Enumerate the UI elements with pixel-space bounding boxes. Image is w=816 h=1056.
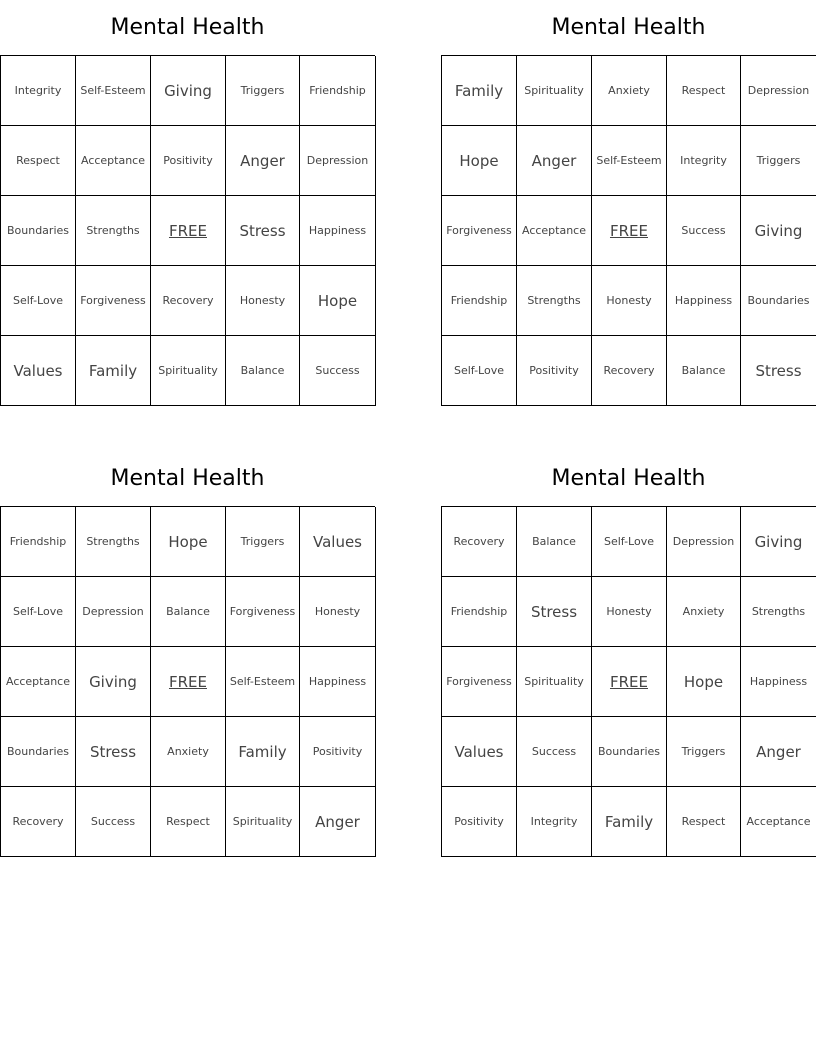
bingo-cell: Acceptance — [1, 647, 76, 717]
bingo-cell: Self-Love — [1, 266, 76, 336]
bingo-cell: Honesty — [592, 577, 667, 647]
bingo-cell: Family — [76, 336, 151, 406]
bingo-cell: Positivity — [442, 787, 517, 857]
bingo-cell: Positivity — [151, 126, 226, 196]
bingo-cell: Friendship — [300, 56, 376, 126]
bingo-cell: Triggers — [226, 56, 300, 126]
bingo-cell: Stress — [76, 717, 151, 787]
bingo-cell: Giving — [741, 196, 816, 266]
bingo-card-3 — [0, 451, 375, 857]
bingo-cell: Strengths — [517, 266, 592, 336]
bingo-cell: Recovery — [592, 336, 667, 406]
free-cell: FREE — [592, 196, 667, 266]
bingo-cell: Acceptance — [517, 196, 592, 266]
bingo-cell: Triggers — [667, 717, 741, 787]
bingo-cell: Balance — [226, 336, 300, 406]
bingo-cell: Spirituality — [517, 56, 592, 126]
bingo-cell: Acceptance — [741, 787, 816, 857]
bingo-cell: Balance — [667, 336, 741, 406]
bingo-cell: Stress — [517, 577, 592, 647]
bingo-grid — [0, 506, 375, 857]
bingo-cell: Triggers — [741, 126, 816, 196]
bingo-cell: Happiness — [300, 196, 376, 266]
bingo-cell: Happiness — [300, 647, 376, 717]
bingo-cell: Positivity — [517, 336, 592, 406]
bingo-cell: Depression — [741, 56, 816, 126]
card-title: Mental Health — [551, 15, 706, 40]
bingo-cell: Self-Love — [592, 507, 667, 577]
card-title: Mental Health — [551, 466, 706, 491]
bingo-grid — [441, 55, 816, 406]
bingo-cell: Hope — [300, 266, 376, 336]
free-cell: FREE — [151, 647, 226, 717]
bingo-cell: Depression — [667, 507, 741, 577]
bingo-cell: Anxiety — [592, 56, 667, 126]
bingo-cell: Self-Esteem — [76, 56, 151, 126]
bingo-cell: Respect — [151, 787, 226, 857]
bingo-cell: Integrity — [517, 787, 592, 857]
free-cell: FREE — [592, 647, 667, 717]
bingo-cell: Success — [517, 717, 592, 787]
bingo-cell: Recovery — [1, 787, 76, 857]
bingo-cell: Self-Esteem — [592, 126, 667, 196]
bingo-cell: Honesty — [226, 266, 300, 336]
bingo-cell: Friendship — [442, 266, 517, 336]
bingo-cell: Giving — [151, 56, 226, 126]
bingo-cell: Values — [442, 717, 517, 787]
bingo-cell: Anger — [300, 787, 376, 857]
bingo-cell: Boundaries — [741, 266, 816, 336]
bingo-cell: Hope — [442, 126, 517, 196]
bingo-grid — [441, 506, 816, 857]
bingo-cell: Anger — [517, 126, 592, 196]
card-title: Mental Health — [110, 15, 265, 40]
bingo-cell: Depression — [300, 126, 376, 196]
bingo-cell: Forgiveness — [442, 196, 517, 266]
bingo-cell: Respect — [1, 126, 76, 196]
bingo-cell: Acceptance — [76, 126, 151, 196]
bingo-card-2 — [441, 0, 816, 406]
bingo-cell: Hope — [151, 507, 226, 577]
free-cell: FREE — [151, 196, 226, 266]
bingo-cell: Depression — [76, 577, 151, 647]
bingo-cell: Friendship — [1, 507, 76, 577]
bingo-cell: Recovery — [151, 266, 226, 336]
bingo-cell: Family — [226, 717, 300, 787]
bingo-cell: Balance — [151, 577, 226, 647]
bingo-cell: Self-Love — [1, 577, 76, 647]
bingo-cell: Self-Esteem — [226, 647, 300, 717]
bingo-cell: Anxiety — [667, 577, 741, 647]
bingo-cell: Hope — [667, 647, 741, 717]
bingo-cell: Stress — [741, 336, 816, 406]
bingo-cell: Integrity — [667, 126, 741, 196]
bingo-cell: Giving — [741, 507, 816, 577]
bingo-cell: Honesty — [592, 266, 667, 336]
bingo-cell: Forgiveness — [442, 647, 517, 717]
bingo-cell: Success — [667, 196, 741, 266]
bingo-cell: Spirituality — [151, 336, 226, 406]
bingo-cell: Triggers — [226, 507, 300, 577]
bingo-cell: Anxiety — [151, 717, 226, 787]
bingo-cell: Stress — [226, 196, 300, 266]
bingo-cell: Happiness — [667, 266, 741, 336]
bingo-cell: Values — [300, 507, 376, 577]
bingo-cell: Recovery — [442, 507, 517, 577]
bingo-cell: Success — [76, 787, 151, 857]
bingo-cell: Anger — [741, 717, 816, 787]
bingo-cell: Family — [442, 56, 517, 126]
bingo-cell: Spirituality — [226, 787, 300, 857]
bingo-cell: Anger — [226, 126, 300, 196]
bingo-cell: Strengths — [76, 507, 151, 577]
bingo-cell: Boundaries — [1, 196, 76, 266]
bingo-cell: Respect — [667, 56, 741, 126]
bingo-cell: Values — [1, 336, 76, 406]
bingo-cell: Balance — [517, 507, 592, 577]
bingo-cell: Forgiveness — [226, 577, 300, 647]
bingo-cell: Friendship — [442, 577, 517, 647]
bingo-cell: Honesty — [300, 577, 376, 647]
bingo-cell: Respect — [667, 787, 741, 857]
bingo-cell: Strengths — [76, 196, 151, 266]
bingo-cell: Family — [592, 787, 667, 857]
bingo-cell: Positivity — [300, 717, 376, 787]
bingo-cell: Forgiveness — [76, 266, 151, 336]
bingo-cell: Happiness — [741, 647, 816, 717]
bingo-cell: Boundaries — [1, 717, 76, 787]
bingo-cell: Boundaries — [592, 717, 667, 787]
bingo-card-4 — [441, 451, 816, 857]
bingo-cell: Giving — [76, 647, 151, 717]
bingo-grid — [0, 55, 375, 406]
bingo-cell: Success — [300, 336, 376, 406]
bingo-cell: Strengths — [741, 577, 816, 647]
bingo-cell: Spirituality — [517, 647, 592, 717]
bingo-card-1 — [0, 0, 375, 406]
bingo-cell: Integrity — [1, 56, 76, 126]
bingo-cell: Self-Love — [442, 336, 517, 406]
card-title: Mental Health — [110, 466, 265, 491]
